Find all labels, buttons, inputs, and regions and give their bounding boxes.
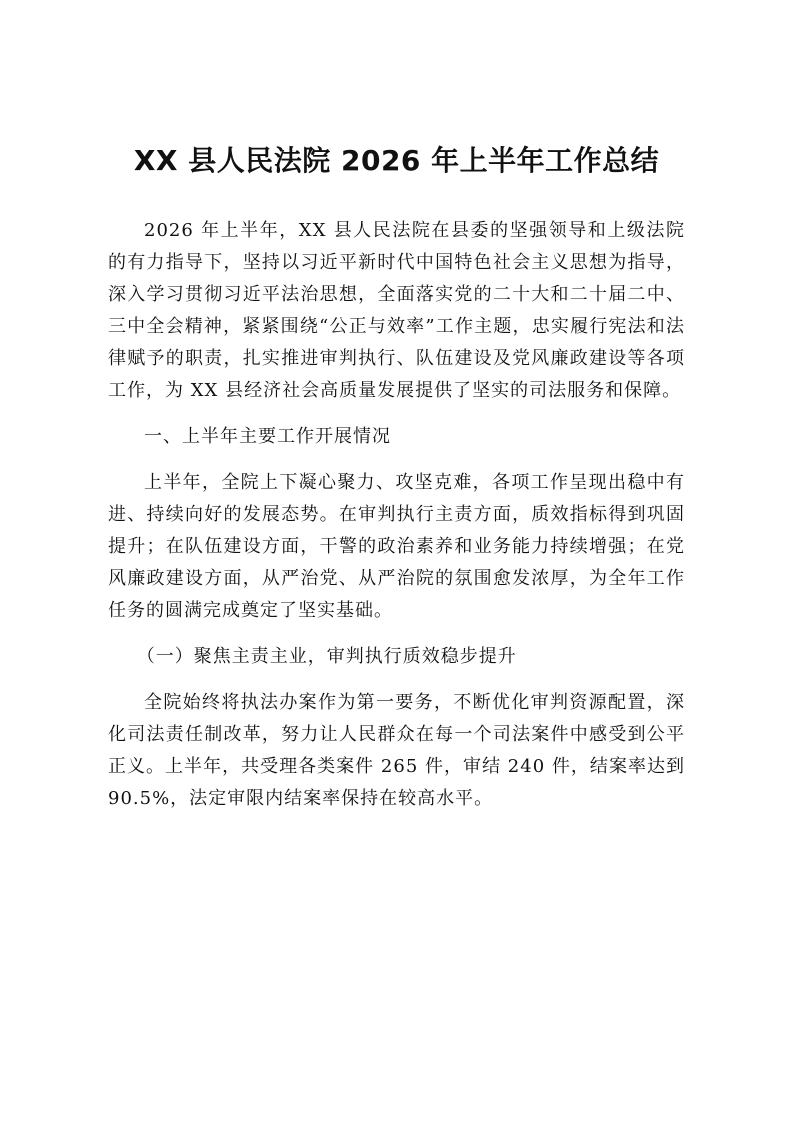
subsection-1-heading: （一）聚焦主责主业，审判执行质效稳步提升	[136, 646, 517, 667]
subsection-1-body-paragraph: 全院始终将执法办案作为第一要务，不断优化审判资源配置，深化司法责任制改革，努力让人民群众在每一个司法案件中感受到公平正义。上半年，共受理各类案件 265 件，审结 240 件，结案率达到 90.5%，法定审限内结案率保持在较高水平。	[108, 692, 685, 809]
intro-paragraph: 2026 年上半年，XX 县人民法院在县委的坚强领导和上级法院的有力指导下，坚持以习近平新时代中国特色社会主义思想为指导，深入学习贯彻习近平法治思想，全面落实党的二十大和二十届二中、三中全会精神，紧紧围绕“公正与效率”工作主题，忠实履行宪法和法律赋予的职责，扎实推进审判执行、队伍建设及党风廉政建设等各项工作，为 XX 县经济社会高质量发展提供了坚实的司法服务和保障。	[108, 220, 685, 401]
document-title: XX 县人民法院 2026 年上半年工作总结	[133, 144, 660, 177]
section-1-summary-paragraph: 上半年，全院上下凝心聚力、攻坚克难，各项工作呈现出稳中有进、持续向好的发展态势。在审判执行主责方面，质效指标得到巩固提升；在队伍建设方面，干警的政治素养和业务能力持续增强；在党风廉政建设方面，从严治党、从严治院的氛围愈发浓厚，为全年工作任务的圆满完成奠定了坚实基础。	[108, 472, 685, 621]
section-1-heading: 一、上半年主要工作开展情况	[144, 426, 391, 447]
